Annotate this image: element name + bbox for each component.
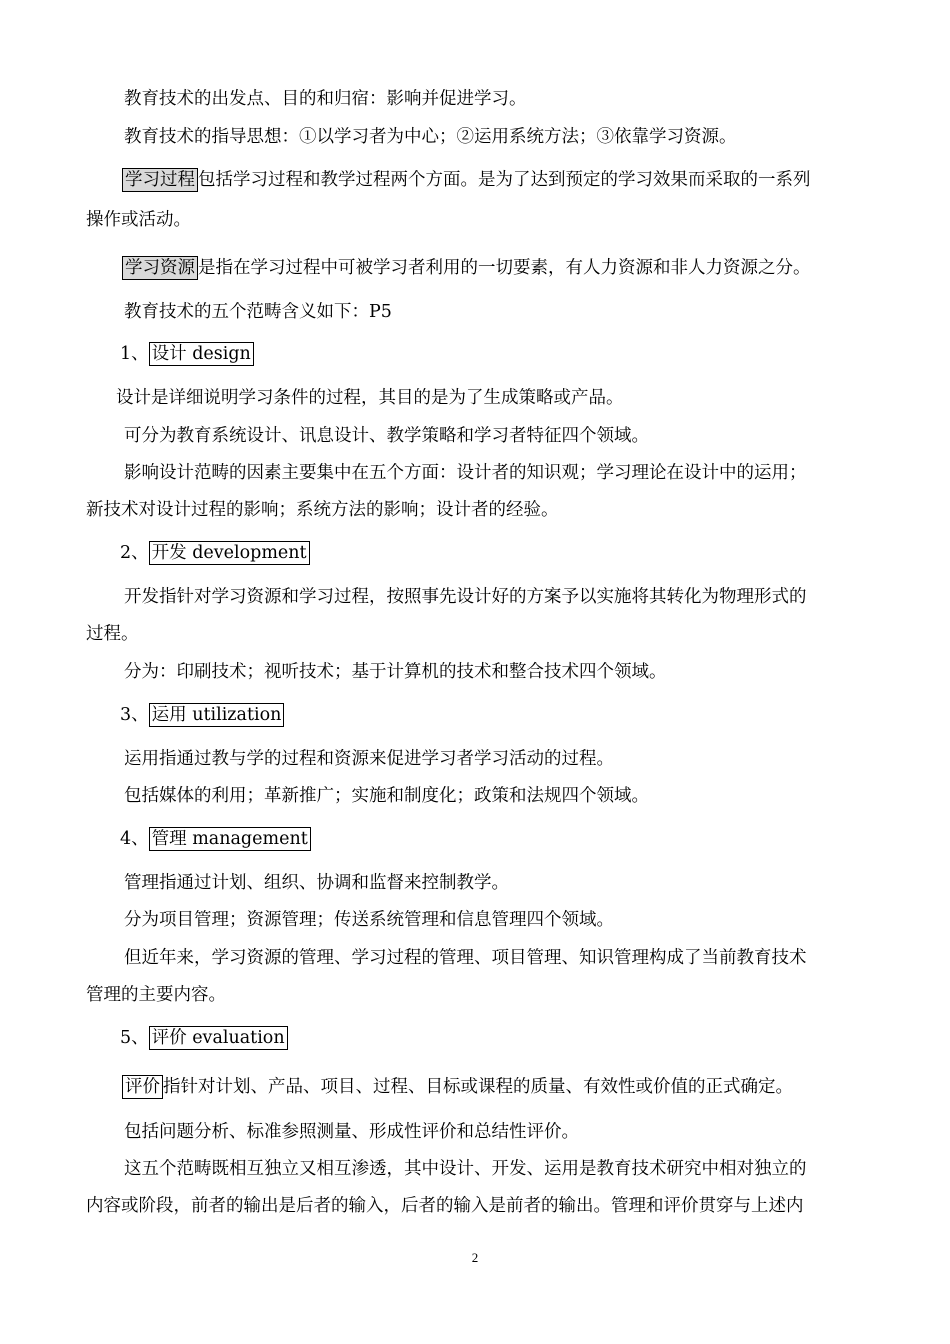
section-title-management: 管理 management bbox=[149, 827, 311, 851]
term-learning-process: 学习过程 bbox=[122, 168, 198, 192]
section-heading bbox=[120, 541, 310, 565]
section-heading bbox=[120, 827, 311, 851]
paragraph-line: 分为项目管理；资源管理；传送系统管理和信息管理四个领域。 bbox=[124, 910, 614, 930]
paragraph-line: 影响设计范畴的因素主要集中在五个方面：设计者的知识观；学习理论在设计中的运用； bbox=[124, 463, 807, 483]
paragraph-line: 可分为教育系统设计、讯息设计、教学策略和学习者特征四个领域。 bbox=[124, 426, 649, 446]
section-number: 3、 bbox=[120, 705, 149, 725]
page-number: 2 bbox=[471, 1250, 479, 1265]
paragraph-line bbox=[122, 168, 811, 192]
paragraph-line: 开发指针对学习资源和学习过程，按照事先设计好的方案予以实施将其转化为物理形式的 bbox=[124, 587, 807, 607]
section-heading bbox=[120, 342, 254, 366]
section-number: 5、 bbox=[120, 1028, 149, 1048]
paragraph-line: 运用指通过教与学的过程和资源来促进学习者学习活动的过程。 bbox=[124, 749, 614, 769]
paragraph-line: 设计是详细说明学习条件的过程，其目的是为了生成策略或产品。 bbox=[116, 388, 624, 408]
definition-text: 是指在学习过程中可被学习者利用的一切要素，有人力资源和非人力资源之分。 bbox=[198, 258, 811, 278]
paragraph-line: 包括媒体的利用；革新推广；实施和制度化；政策和法规四个领域。 bbox=[124, 786, 649, 806]
paragraph-line: 过程。 bbox=[86, 624, 139, 644]
paragraph-line: 教育技术的指导思想：①以学习者为中心；②运用系统方法；③依靠学习资源。 bbox=[124, 127, 737, 147]
term-evaluation: 评价 bbox=[122, 1075, 163, 1099]
paragraph-line: 教育技术的五个范畴含义如下：P5 bbox=[124, 302, 392, 322]
definition-text: 包括学习过程和教学过程两个方面。是为了达到预定的学习效果而采取的一系列 bbox=[198, 170, 811, 190]
paragraph-line: 分为：印刷技术；视听技术；基于计算机的技术和整合技术四个领域。 bbox=[124, 662, 667, 682]
section-number: 4、 bbox=[120, 829, 149, 849]
paragraph-line: 操作或活动。 bbox=[86, 210, 191, 230]
section-number: 2、 bbox=[120, 543, 149, 563]
paragraph-line: 内容或阶段，前者的输出是后者的输入，后者的输入是前者的输出。管理和评价贯穿与上述内 bbox=[86, 1196, 804, 1216]
paragraph-line bbox=[122, 256, 811, 280]
paragraph-line bbox=[122, 1075, 793, 1099]
paragraph-line: 新技术对设计过程的影响；系统方法的影响；设计者的经验。 bbox=[86, 500, 559, 520]
section-title-design: 设计 design bbox=[149, 342, 254, 366]
section-title-development: 开发 development bbox=[149, 541, 310, 565]
section-heading bbox=[120, 1026, 288, 1050]
paragraph-line: 包括问题分析、标准参照测量、形成性评价和总结性评价。 bbox=[124, 1122, 579, 1142]
paragraph-line: 管理的主要内容。 bbox=[86, 985, 226, 1005]
term-learning-resources: 学习资源 bbox=[122, 256, 198, 280]
section-title-utilization: 运用 utilization bbox=[149, 703, 285, 727]
paragraph-line: 这五个范畴既相互独立又相互渗透，其中设计、开发、运用是教育技术研究中相对独立的 bbox=[124, 1159, 807, 1179]
paragraph-line: 教育技术的出发点、目的和归宿：影响并促进学习。 bbox=[124, 89, 527, 109]
paragraph-line: 但近年来，学习资源的管理、学习过程的管理、项目管理、知识管理构成了当前教育技术 bbox=[124, 948, 807, 968]
paragraph-line: 管理指通过计划、组织、协调和监督来控制教学。 bbox=[124, 873, 509, 893]
section-title-evaluation: 评价 evaluation bbox=[149, 1026, 288, 1050]
definition-text: 指针对计划、产品、项目、过程、目标或课程的质量、有效性或价值的正式确定。 bbox=[163, 1077, 793, 1097]
section-number: 1、 bbox=[120, 344, 149, 364]
section-heading bbox=[120, 703, 284, 727]
